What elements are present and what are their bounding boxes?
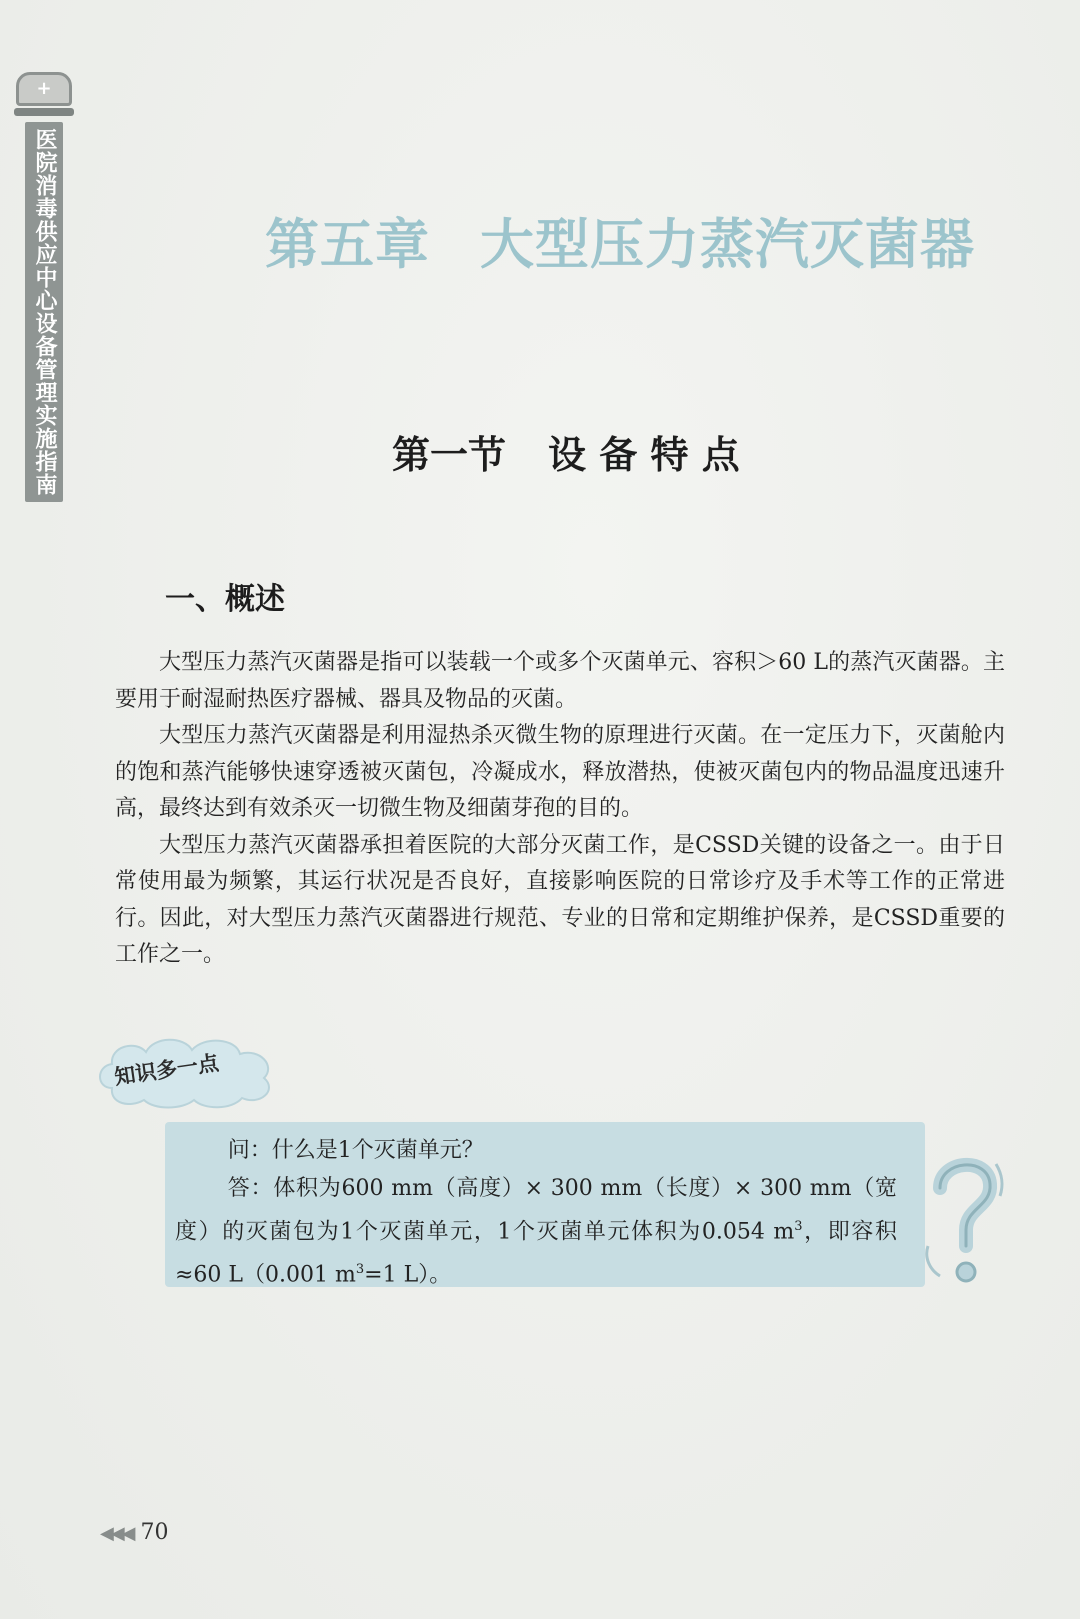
knowledge-label: 知识多一点 [112, 1050, 221, 1090]
qa-box [165, 1122, 925, 1287]
section-number: 第一节 [392, 433, 507, 477]
cap-band [14, 108, 74, 116]
page-arrows-icon: ◀◀◀ [100, 1523, 133, 1544]
answer-text: 答：体积为600 mm（高度）× 300 mm（长度）× 300 mm（宽度）的灭菌包为1个灭菌单元，1个灭菌单元体积为0.054 $m^3$，即容积≈60 L（0.001 $m^3=1$ L）。 [175, 1176, 897, 1288]
side-tab [16, 72, 72, 502]
chapter-number: 第五章 [265, 212, 430, 276]
paragraph: 大型压力蒸汽灭菌器承担着医院的大部分灭菌工作，是CSSD关键的设备之一。由于日常使用最为频繁，其运行状况是否良好，直接影响医院的日常诊疗及手术等工作的正常进行。因此，对大型压力蒸汽灭菌器进行规范、专业的日常和定期维护保养，是CSSD重要的工作之一。 [115, 832, 1005, 967]
subheading: 一、概述 [165, 582, 285, 617]
section-name: 设 备 特 点 [548, 433, 740, 477]
chapter-name: 大型压力蒸汽灭菌器 [480, 212, 975, 276]
body-text [115, 645, 1005, 974]
page-footer [100, 1520, 169, 1545]
paragraph: 大型压力蒸汽灭菌器是指可以装载一个或多个灭菌单元、容积＞60 L的蒸汽灭菌器。主要用于耐湿耐热医疗器械、器具及物品的灭菌。 [115, 650, 1005, 712]
question-text: 问：什么是1个灭菌单元？ [227, 1138, 484, 1163]
book-title-tab [25, 122, 63, 502]
book-title: 医院消毒供应中心设备管理实施指南 [32, 128, 57, 496]
nurse-cap-icon: + [16, 72, 72, 106]
knowledge-cloud [92, 1030, 282, 1110]
chapter-title [265, 202, 975, 279]
question-mark-icon [918, 1150, 1018, 1300]
section-title [392, 424, 740, 479]
page-number: 70 [140, 1520, 169, 1545]
paragraph: 大型压力蒸汽灭菌器是利用湿热杀灭微生物的原理进行灭菌。在一定压力下，灭菌舱内的饱和蒸汽能够快速穿透被灭菌包，冷凝成水，释放潜热，使被灭菌包内的物品温度迅速升高，最终达到有效杀灭一切微生物及细菌芽孢的目的。 [115, 723, 1005, 821]
